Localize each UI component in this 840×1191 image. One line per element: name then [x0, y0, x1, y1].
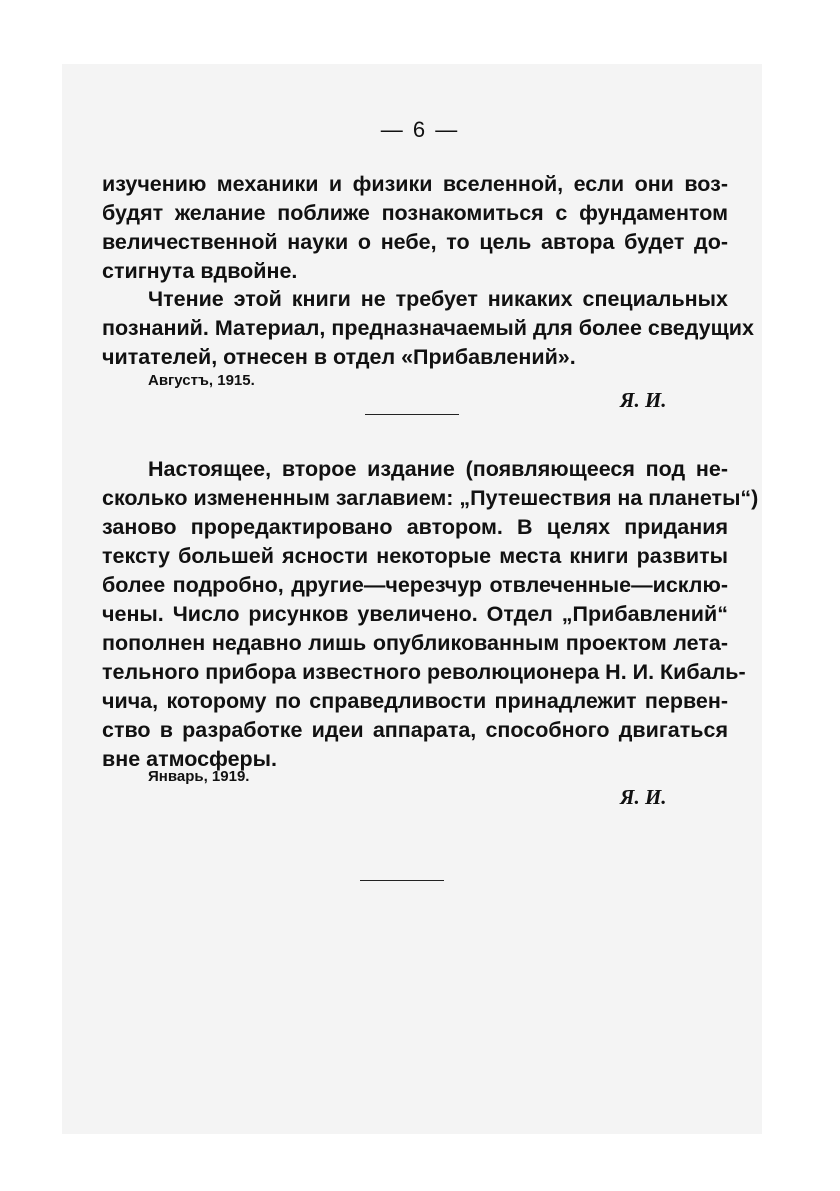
text-line: будят желание поближе познакомиться с фундаментом [102, 201, 728, 225]
text-line: чены. Число рисунков увеличено. Отдел „Прибавлений“ [102, 602, 728, 626]
text-line: вне атмосферы. [102, 747, 278, 771]
text-line: заново проредактировано автором. В целях придания [102, 515, 728, 539]
text-line: Настоящее, второе издание (появляющееся под не- [148, 457, 728, 481]
paragraph-1 [102, 170, 728, 286]
text-line: чича, которому по справедливости принадлежит первен- [102, 689, 728, 713]
text-line: сколько измененным заглавием: „Путешествия на планеты“) [102, 486, 759, 510]
text-line: Чтение этой книги не требует никаких специальных [148, 287, 728, 311]
page-number: — 6 — [380, 117, 460, 142]
text-line: величественной науки о небе, то цель автора будет до- [102, 230, 728, 254]
text-line: изучению механики и физики вселенной, если они воз- [102, 172, 728, 196]
text-line: пополнен недавно лишь опубликованным проектом лета- [102, 631, 728, 655]
text-line: тексту большей ясности некоторые места книги развиты [102, 544, 728, 568]
signature-2: Я. И. [620, 785, 667, 809]
signature-1: Я. И. [620, 388, 667, 412]
text-line: тельного прибора известного революционера Н. И. Кибаль- [102, 660, 746, 684]
paragraph-2 [102, 285, 754, 372]
text-line: стигнута вдвойне. [102, 259, 298, 283]
text-line: более подробно, другие—черезчур отвлеченные—исклю- [102, 573, 728, 597]
date-1915: Августъ, 1915. [148, 372, 255, 389]
date-1919: Январь, 1919. [148, 768, 250, 785]
text-line: ство в разработке идеи аппарата, способного двигаться [102, 718, 728, 742]
text-line: читателей, отнесен в отдел «Прибавлений». [102, 345, 576, 369]
divider-rule [365, 414, 459, 415]
text-line: познаний. Материал, предназначаемый для более сведущих [102, 316, 754, 340]
end-divider-rule [360, 880, 444, 881]
paragraph-3 [102, 455, 759, 774]
